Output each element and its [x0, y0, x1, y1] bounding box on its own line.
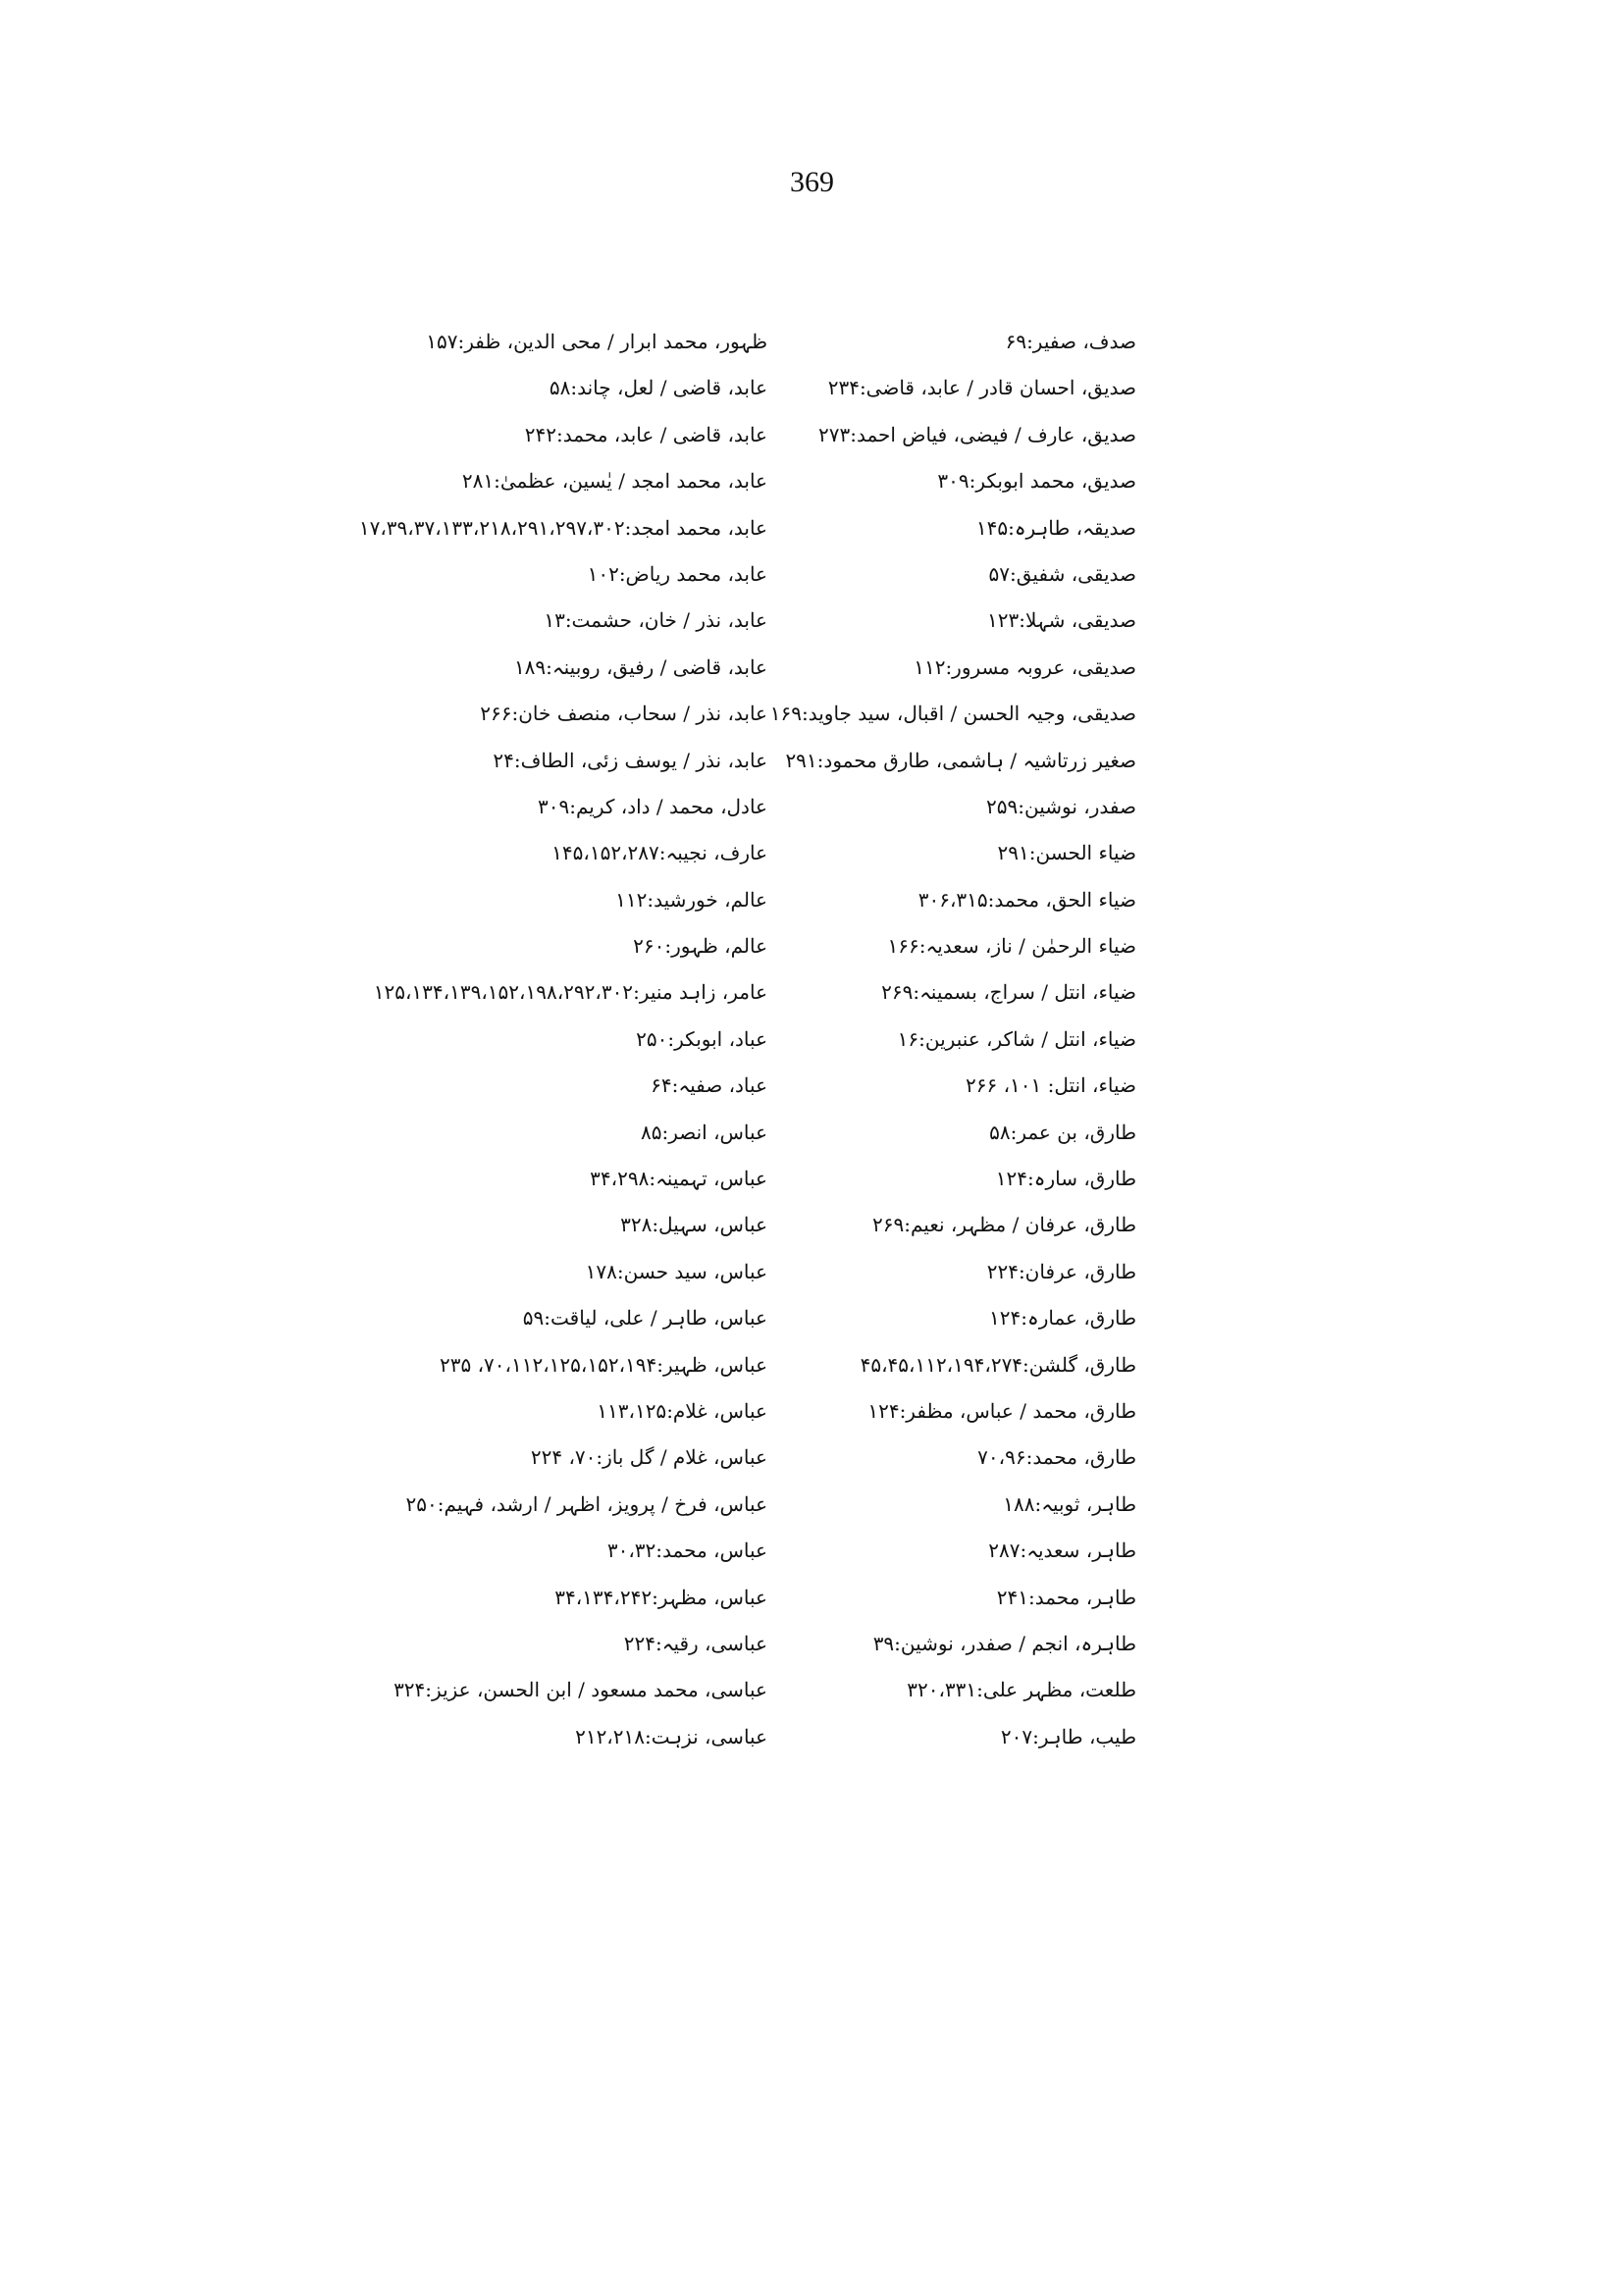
index-entry: عالم، خورشید:۱۱۲: [615, 887, 767, 912]
index-entry: عباس، غلام:۱۱۳،۱۲۵: [597, 1398, 767, 1423]
index-entry: ضیاء، انتل / شاکر، عنبرین:۱۶: [897, 1026, 1136, 1051]
index-entry: عباسی، محمد مسعود / ابن الحسن، عزیز:۳۲۴: [393, 1678, 767, 1702]
index-entry: عابد، نذر / سحاب، منصف خان:۲۶۶: [480, 702, 767, 726]
index-column-left: [120, 319, 767, 1760]
index-entry: عابد، قاضی / رفیق، روبینہ:۱۸۹: [513, 654, 767, 679]
index-entry: عابد، نذر / خان، حشمت:۱۳: [544, 608, 767, 633]
index-entry: صدیقی، عروبہ مسرور:۱۱۲: [914, 654, 1136, 679]
index-entry: طاہرہ، انجم / صفدر، نوشین:۳۹: [872, 1631, 1136, 1655]
index-entry: عباس، طاہر / علی، لیاقت:۵۹: [522, 1306, 767, 1330]
index-entry: عارف، نجیبہ:۱۴۵،۱۵۲،۲۸۷: [551, 841, 767, 865]
index-entry: عابد، محمد ریاض:۱۰۲: [587, 561, 767, 586]
index-entry: عباس، ظہیر:۷۰،۱۱۲،۱۲۵،۱۵۲،۱۹۴، ۲۳۵: [440, 1352, 767, 1377]
index-entry: عابد، قاضی / عابد، محمد:۲۴۲: [524, 422, 767, 446]
index-entry: طلعت، مظہر علی:۳۲۰،۳۳۱: [907, 1678, 1136, 1702]
index-entry: ظہور، محمد ابرار / محی الدین، ظفر:۱۵۷: [426, 330, 767, 353]
index-entry: طارق، محمد / عباس، مظفر:۱۲۴: [867, 1398, 1136, 1423]
index-entry: عباسی، نزہت:۲۱۲،۲۱۸: [575, 1724, 767, 1748]
index-entry: عالم، ظہور:۲۶۰: [633, 934, 767, 959]
index-entry: عامر، زاہد منیر:۱۲۵،۱۳۴،۱۳۹،۱۵۲،۱۹۸،۲۹۲،۳۰۲: [373, 980, 767, 1005]
index-entry: عابد، محمد امجد / یٰسین، عظمیٰ:۲۸۱: [461, 469, 767, 494]
index-entry: عباس، سہیل:۳۲۸: [620, 1213, 767, 1237]
index-entry: ضیاء الحق، محمد:۳۰۶،۳۱۵: [917, 887, 1136, 912]
index-entry: عادل، محمد / داد، کریم:۳۰۹: [537, 794, 767, 818]
index-entry: ضیاء الرحمٰن / ناز، سعدیہ:۱۶۶: [887, 934, 1136, 959]
index-entry: عباس، محمد:۳۰،۳۲: [606, 1539, 767, 1563]
index-entry: عباس، سید حسن:۱۷۸: [585, 1259, 767, 1283]
index-entry: صدف، صفیر:۶۹: [1005, 330, 1136, 353]
index-entry: صغیر زرتاشیہ / ہاشمی، طارق محمود:۲۹۱: [785, 748, 1136, 772]
index-entry: عباسی، رقیہ:۲۲۴: [623, 1631, 767, 1655]
index-entry: طارق، بن عمر:۵۸: [989, 1120, 1136, 1144]
index-entry: عباس، فرخ / پرویز، اظہر / ارشد، فہیم:۲۵۰: [405, 1491, 767, 1516]
page-number: 369: [790, 166, 834, 198]
index-entry: طارق، عمارہ:۱۲۴: [989, 1306, 1136, 1330]
index-entry: طاہر، محمد:۲۴۱: [996, 1585, 1136, 1609]
index-entry: طارق، عرفان:۲۲۴: [986, 1259, 1136, 1283]
index-entry: طاہر، سعدیہ:۲۸۷: [988, 1539, 1136, 1563]
index-entry: عابد، محمد امجد:۱۷،۳۹،۳۷،۱۳۳،۲۱۸،۲۹۱،۲۹۷،۳۰۲: [358, 515, 767, 540]
index-entry: صدیقہ، طاہرہ:۱۴۵: [975, 515, 1136, 540]
index-entry: صدیقی، شہلا:۱۲۳: [986, 608, 1136, 633]
index-entry: ضیاء، انتل: ۱۰۱، ۲۶۶: [965, 1073, 1136, 1098]
index-entry: طاہر، ثوبیہ:۱۸۸: [1003, 1491, 1136, 1516]
index-entry: ضیاء، انتل / سراج، بسمینہ:۲۶۹: [881, 980, 1136, 1005]
index-entry: عباد، صفیہ:۶۴: [651, 1073, 767, 1098]
index-entry: طارق، گلشن:۴۵،۴۵،۱۱۲،۱۹۴،۲۷۴: [860, 1352, 1136, 1377]
index-entry: عباس، تہمینہ:۳۴،۲۹۸: [590, 1167, 767, 1191]
index-entry: عابد، نذر / یوسف زئی، الطاف:۲۴: [493, 748, 767, 772]
index-entry: صفدر، نوشین:۲۵۹: [986, 794, 1136, 818]
index-entry: طارق، عرفان / مظہر، نعیم:۲۶۹: [872, 1213, 1136, 1237]
index-entry: عباس، انصر:۸۵: [640, 1120, 767, 1144]
index-entry: ضیاء الحسن:۲۹۱: [997, 841, 1136, 865]
index-entry: عباس، مظہر:۳۴،۱۳۴،۲۴۲: [554, 1585, 767, 1609]
index-entry: صدیق، عارف / فیضی، فیاض احمد:۲۷۳: [817, 422, 1136, 446]
index-entry: طارق، محمد:۷۰،۹۶: [977, 1445, 1136, 1470]
index-entry: عباس، غلام / گل باز:۷۰، ۲۲۴: [530, 1445, 767, 1470]
index-entry: صدیق، محمد ابوبکر:۳۰۹: [937, 469, 1136, 494]
index-entry: طیب، طاہر:۲۰۷: [1000, 1724, 1136, 1748]
index-entry: طارق، سارہ:۱۲۴: [995, 1167, 1136, 1191]
index-entry: عابد، قاضی / لعل، چاند:۵۸: [549, 376, 767, 400]
index-entry: عباد، ابوبکر:۲۵۰: [636, 1026, 767, 1051]
index-entry: صدیقی، وجیہ الحسن / اقبال، سید جاوید:۱۶۹: [769, 702, 1136, 726]
index-entry: صدیقی، شفیق:۵۷: [988, 561, 1136, 586]
index-entry: صدیق، احسان قادر / عابد، قاضی:۲۳۴: [827, 376, 1136, 400]
